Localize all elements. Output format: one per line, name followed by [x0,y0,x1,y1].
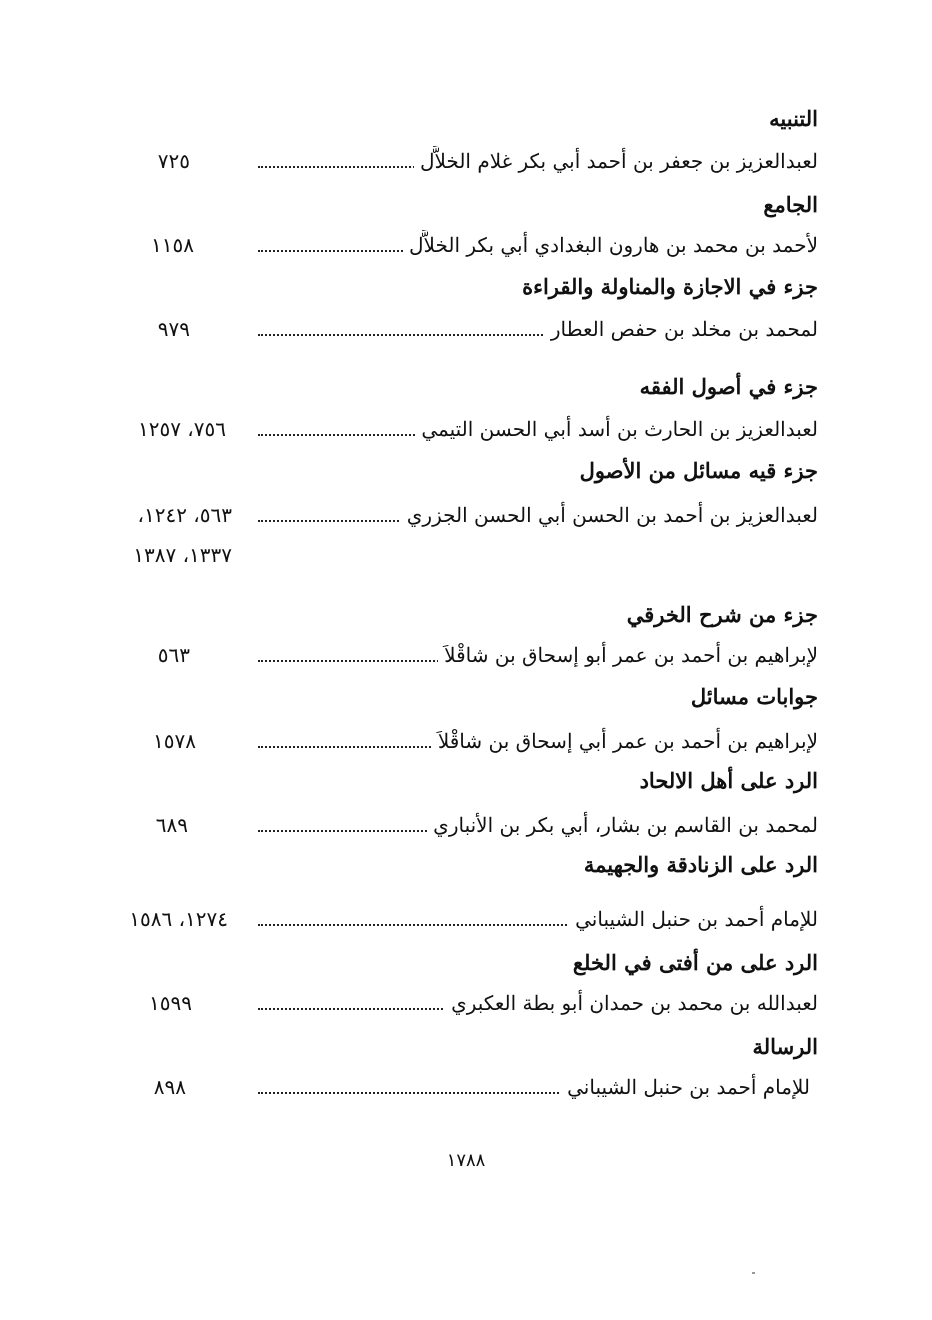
entry-author-line [258,810,818,840]
entry-author: لمحمد بن القاسم بن بشار، أبي بكر بن الأنباري [427,813,818,837]
entry-author-line [258,1072,810,1102]
entry-pages: ١١٥٨ [151,233,194,257]
entry-title: الرد على أهل الالحاد [639,768,818,793]
entry-author: للإمام أحمد بن حنبل الشيباني [561,1075,810,1099]
entry-pages: ٨٩٨ [153,1075,186,1099]
entry-author-line [258,904,818,934]
entry-title: جزء من شرح الخرقي [626,602,818,627]
entry-pages: ٧٥٦، ١٢٥٧ [137,417,226,441]
entry-author-line [258,314,818,344]
entry-title: التنبيه [769,106,818,131]
entry-author: لإبراهيم بن أحمد بن عمر أبي إسحاق بن شاقْلاَ [432,729,818,753]
entry-title: الرسالة [752,1034,818,1059]
entry-title: جوابات مسائل [690,684,818,709]
entry-title: جزء قيه مسائل من الأصول [579,458,818,483]
entry-author-line [258,988,818,1018]
entry-pages: ١٢٧٤، ١٥٨٦ [129,907,228,931]
entry-title: جزء في الاجازة والمناولة والقراءة [522,274,818,299]
entry-pages: ٦٨٩ [155,813,188,837]
entry-title: الجامع [763,192,818,217]
entry-title: جزء في أصول الفقه [639,374,818,399]
entry-author: لعبدالعزيز بن الحارث بن أسد أبي الحسن التيمي [415,417,818,441]
entry-pages: ١٥٧٨ [153,729,196,753]
scan-speck [752,1272,755,1274]
entry-author: لعبدالعزيز بن أحمد بن الحسن أبي الحسن الجزري [401,503,818,527]
entry-author-line [258,640,818,670]
entry-author-line [258,146,818,176]
entry-author-line [258,726,818,756]
entry-pages-continued: ١٣٣٧، ١٣٨٧ [133,543,232,567]
entry-author: لعبدالعزيز بن جعفر بن أحمد أبي بكر غلام الخلاَّل [414,149,818,173]
entry-author: لإبراهيم بن أحمد بن عمر أبو إسحاق بن شاقْلاَ [438,643,818,667]
entry-author-line [258,230,818,260]
page-number: ١٧٨٨ [446,1150,486,1171]
entry-author: للإمام أحمد بن حنبل الشيباني [569,907,818,931]
entry-author-line [258,414,818,444]
entry-pages: ٩٧٩ [157,317,190,341]
entry-author-line [258,500,818,530]
entry-author: لأحمد بن محمد بن هارون البغدادي أبي بكر الخلاَّل [403,233,818,257]
entry-pages: ١٥٩٩ [149,991,192,1015]
entry-title: الرد على الزنادقة والجهيمة [583,852,818,877]
entry-pages: ٧٢٥ [157,149,190,173]
entry-pages: ٥٦٣ [157,643,190,667]
entry-title: الرد على من أفتى في الخلع [572,950,818,975]
entry-author: لعبدالله بن محمد بن حمدان أبو بطة العكبري [445,991,818,1015]
entry-pages: ٥٦٣، ١٢٤٢، [137,503,232,527]
entry-author: لمحمد بن مخلد بن حفص العطار [545,317,818,341]
